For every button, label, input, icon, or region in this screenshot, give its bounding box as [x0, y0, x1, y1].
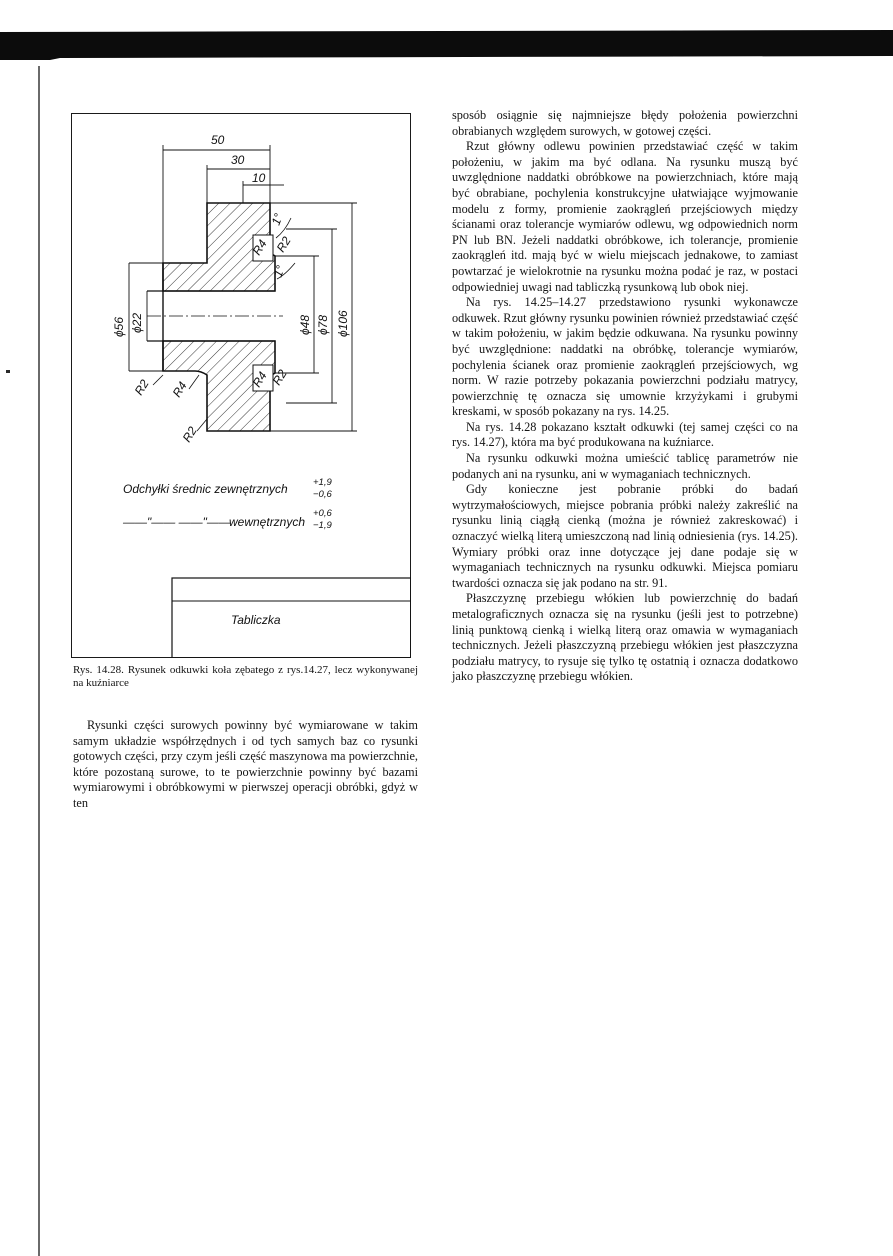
scan-speck	[6, 370, 10, 373]
dim-50: 50	[211, 133, 225, 147]
tolerance-inner-minus: −1,9	[313, 520, 332, 531]
radius-r2-bottom: R2	[269, 367, 290, 388]
dim-d22: ϕ22	[130, 312, 144, 333]
right-paragraph-5: Na rysunku odkuwki można umieścić tablicę parametrów nie podanych ani na rysunku, ani w wymaganiach technicznych.	[452, 451, 798, 481]
radius-r4-left: R4	[169, 379, 190, 400]
radius-r2-lower: R2	[179, 424, 200, 445]
figure-caption: Rys. 14.28. Rysunek odkuwki koła zębatego z rys.14.27, lecz wykonywanej na kuźniarce	[73, 664, 418, 689]
dim-d106: ϕ106	[336, 310, 350, 337]
dim-d48: ϕ48	[298, 314, 312, 335]
dim-10: 10	[252, 171, 266, 185]
left-paragraph-1: Rysunki części surowych powinny być wymiarowane w takim samym układzie współrzędnych i od tych samych baz co rysunki gotowych części, przy czym jeśli część maszynowa ma powierzchnie, które pozostaną surowe, to te powierzchnie powinny być bazami wymiarowymi i obróbkowymi w pierwszej operacji obróbki, gdyż w ten	[73, 718, 418, 810]
tolerance-inner-prefix: ——"—— ——"——	[123, 515, 231, 529]
tolerance-inner-plus: +0,6	[313, 508, 332, 519]
radius-r2-left: R2	[131, 377, 152, 398]
draft-angle-top: 1°	[268, 211, 286, 228]
radius-r4-bottom: R4	[249, 369, 270, 390]
radius-r2-top: R2	[273, 234, 294, 255]
right-paragraph-2: Rzut główny odlewu powinien przedstawiać część w takim położeniu, w jakim ma być odlana. Na rysunku muszą być uwzględnione naddatki obróbkowe na powierzchniach, które mają być obrabiane, pochylenia konstrukcyjne ułatwiające wyjmowanie modelu z formy, promienie zaokrągleń przejściowych między ścianami oraz tolerancje wymiarów odlewu, wg odpowiednich norm PN lub BN. Jeżeli naddatki obróbkowe, ich tolerancje, promienie zaokrągleń itd. mają być w wielu miejscach jednakowe, to zamiast powtarzać je wielokrotnie na rysunku można podać je raz, w postaci odpowiedniej uwagi nad tabliczką rysunkową lub obok niej.	[452, 139, 798, 294]
scan-left-edge-mark	[38, 66, 40, 1256]
tolerance-outer-minus: −0,6	[313, 489, 332, 500]
technical-drawing	[71, 113, 411, 658]
title-block-label: Tabliczka	[231, 613, 281, 627]
tolerance-inner-label: wewnętrznych	[229, 515, 306, 529]
forging-section	[147, 203, 283, 431]
draft-angle-bottom: 1°	[270, 263, 288, 280]
radius-r4-top: R4	[249, 237, 270, 258]
dim-d56: ϕ56	[112, 316, 126, 337]
scan-top-border	[0, 0, 893, 60]
right-paragraph-1: sposób osiągnie się najmniejsze błędy położenia powierzchni obrabianych względem surowych, w gotowej części.	[452, 108, 798, 138]
tolerance-outer-label: Odchyłki średnic zewnętrznych	[123, 482, 288, 496]
dim-30: 30	[231, 153, 245, 167]
tolerance-outer-plus: +1,9	[313, 477, 332, 488]
right-paragraph-4: Na rys. 14.28 pokazano kształt odkuwki (tej samej części co na rys. 14.27), która ma być produkowana na kuźniarce.	[452, 419, 798, 450]
title-block	[172, 578, 411, 658]
dim-d78: ϕ78	[316, 314, 330, 335]
right-paragraph-3: Na rys. 14.25–14.27 przedstawiono rysunki wykonawcze odkuwek. Rzut główny rysunku powinien również przedstawiać część w takim położeniu, w jakim będzie odkuwana. Na rysunku powinny być uwzględnione: naddatki na obróbkę, tolerancje wymiarów, pochylenia ścianek oraz promienie zaokrągleń przejściowych, wg norm. W razie potrzeby pokazania powierzchni podziału matrycy, powierzchnię tę oznacza się umownie krzyżykami i grubymi kreskami, w sposób pokazany na rys. 14.25.	[452, 295, 798, 419]
right-paragraph-7: Płaszczyznę przebiegu włókien lub powierzchnię do badań metalograficznych oznacza się na rysunku (jeśli jest to potrzebne) linią punktową cienką i wielką literą oraz omawia w wymaganiach technicznych. Jeżeli płaszczyzną przebiegu włókien jest płaszczyzna podziału matrycy, to rysuje się tylko tę ostatnią i oznacza dodatkowo jako płaszczyznę przebiegu włókien.	[452, 591, 798, 684]
left-column	[73, 718, 418, 812]
right-paragraph-6: Gdy konieczne jest pobranie próbki do badań wytrzymałościowych, miejsce pobrania próbki należy zakreślić na rysunku linią ciągłą cienką (można je również zakreskować) i oznaczyć wielką literą umieszczoną nad linią odniesienia (rys. 14.25). Wymiary próbki oraz inne dotyczące jej dane podaje się w wymaganiach technicznych na rysunku odkuwki. Miejsca pomiaru twardości oznacza się jak podano na str. 91.	[452, 482, 798, 590]
right-column	[452, 108, 798, 685]
